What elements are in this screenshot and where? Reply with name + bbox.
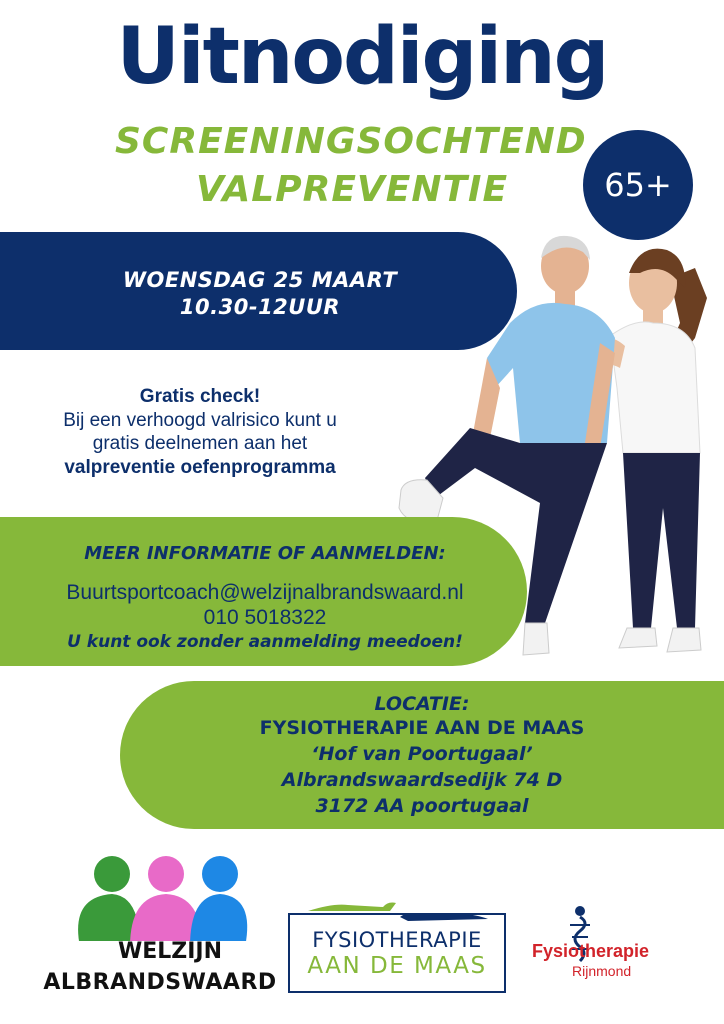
age-badge: 65+ [583,130,693,240]
info-heading: MEER INFORMATIE OF AANMELDEN: [84,543,446,564]
contact-phone-link[interactable]: 010 5018322 [203,606,327,629]
welzijn-albrandswaard-logo [40,852,280,1002]
rijnmond-logo-line-2: Rijnmond [572,963,632,979]
subtitle-line-1: SCREENINGSOCHTEND [115,121,587,162]
info-banner [0,517,527,666]
location-postcode: 3172 AA poortugaal [315,795,529,817]
contact-email-link[interactable]: Buurtsportcoach@welzijnalbrandswaard.nl [66,581,464,604]
info-note: U kunt ook zonder aanmelding meedoen! [67,632,463,652]
welzijn-logo-line-2: ALBRANDSWAARD [43,970,277,995]
people-icon [40,852,280,952]
page-title: Uitnodiging [116,12,608,102]
fysiotherapie-rijnmond-logo [528,905,678,985]
check-heading: Gratis check! [139,386,261,407]
rijnmond-logo-line-1: Fysiotherapie [532,941,650,961]
free-check-text [0,385,400,479]
check-line-1: Bij een verhoogd valrisico kunt u [63,409,337,431]
location-street: Albrandswaardsedijk 74 D [281,769,563,791]
check-line-3: valpreventie oefenprogramma [64,456,336,478]
welzijn-logo-line-1: WELZIJN [70,941,270,963]
check-line-2: gratis deelnemen aan het [92,433,308,454]
aandemaas-logo-line-1: FYSIOTHERAPIE [312,928,482,952]
location-name: FYSIOTHERAPIE AAN DE MAAS [259,717,585,739]
subtitle-line-2: VALPREVENTIE [196,169,509,210]
event-date: WOENSDAG 25 MAART [122,268,398,292]
location-building: ‘Hof van Poortugaal’ [311,743,533,765]
fysiotherapie-aan-de-maas-logo [288,893,508,998]
location-heading: LOCATIE: [374,693,470,715]
location-banner [120,681,724,829]
aandemaas-logo-line-2: AAN DE MAAS [307,953,487,979]
event-time: 10.30-12UUR [179,295,341,319]
